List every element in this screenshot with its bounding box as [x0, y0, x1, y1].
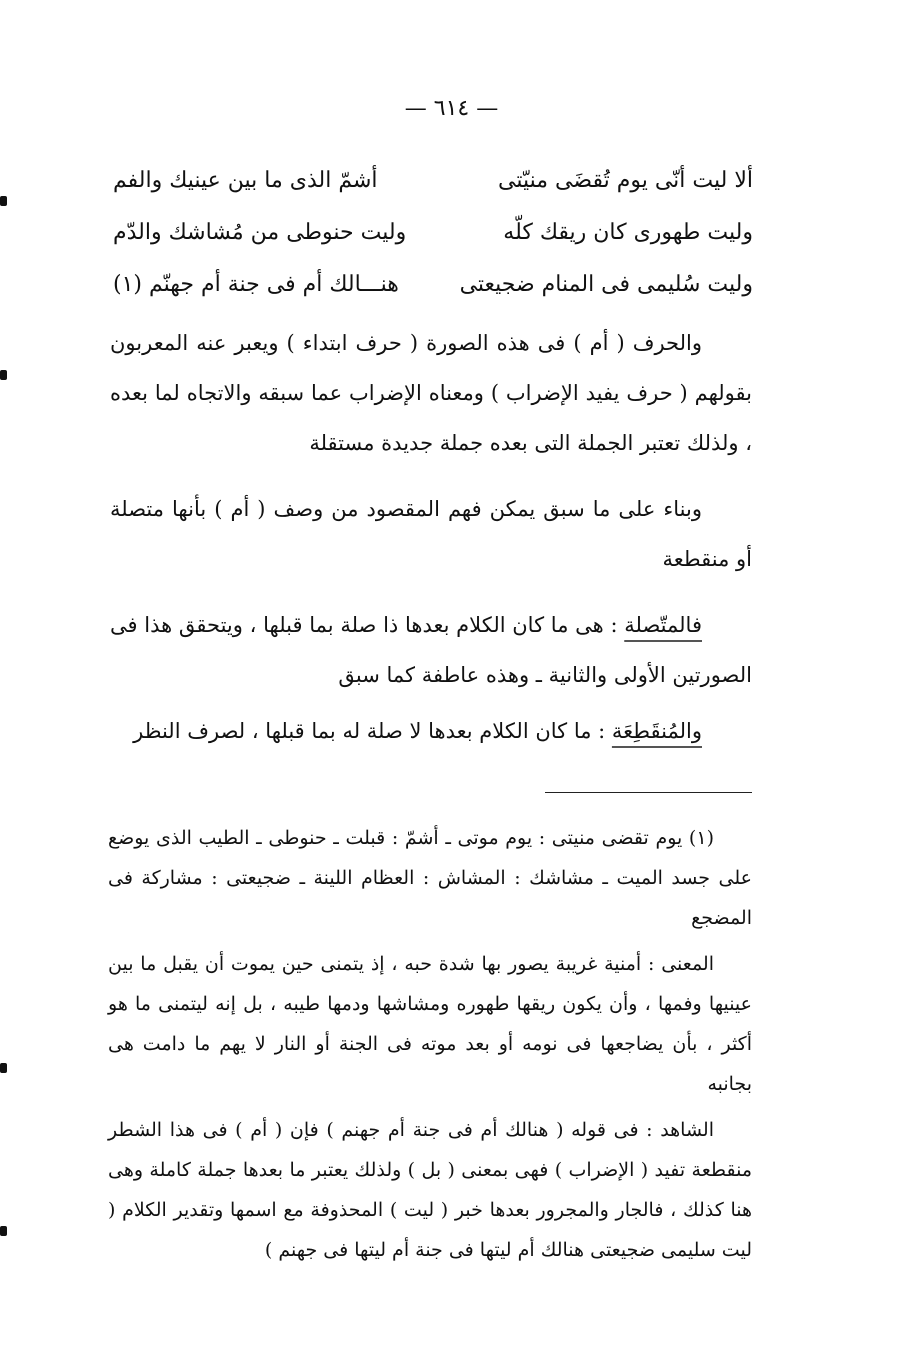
margin-mark: [0, 370, 7, 380]
margin-mark: [0, 1063, 7, 1073]
verse-second-hemistich: هنـــالك أم فى جنة أم جهنّم (١): [113, 272, 399, 297]
footnote-paragraph: الشاهد : فى قوله ( هنالك أم فى جنة أم جهنم ) فإن ( أم ) فى هذا الشطر منقطعة تفيد ( الإضراب ) فهى بمعنى ( بل ) ولذلك يعتبر ما بعدها جملة كاملة وهى هنا كذلك ، فالجار والمجرور بعدها خبر ( ليت ) المحذوفة مع اسمها وتقدير الكلام ( ليت سليمى ضجيعتى هنالك أم ليتها فى جنة أم ليتها فى جهنم ): [108, 1119, 752, 1261]
verse-first-hemistich: وليت سُليمى فى المنام ضجيعتى: [459, 272, 753, 297]
body-paragraph: والحرف ( أم ) فى هذه الصورة ( حرف ابتداء ) ويعبر عنه المعربون بقولهم ( حرف يفيد الإضراب ) ومعناه الإضراب عما سبقه والاتجاه لما بعده ، ولذلك تعتبر الجملة التى بعده جملة جديدة مستقلة: [110, 331, 752, 455]
footnotes: [108, 818, 752, 1270]
definition-term: فالمتّصلة: [624, 613, 702, 637]
verse-first-hemistich: وليت طهورى كان ريقك كلّه: [503, 220, 753, 245]
verse-line: [113, 260, 753, 310]
footnote-paragraph: المعنى : أمنية غريبة يصور بها شدة حبه ، إذ يتمنى حين يموت أن يقبل ما بين عينيها وفمها ، وأن يكون ريقها طهوره ومشاشها ودمها طيبه ، بل إنه ليتمنى ما هو أكثر ، بأن يضاجعها فى نومه أو بعد موته فى الجنة أو النار لا يهم ما دامت هى بجانبه: [108, 953, 752, 1095]
margin-mark: [0, 196, 7, 206]
verse-second-hemistich: وليت حنوطى من مُشاشك والدّم: [113, 220, 407, 245]
definition-text: : هى ما كان الكلام بعدها ذا صلة بما قبلها ، ويتحقق هذا فى الصورتين الأولى والثانية ـ وهذه عاطفة كما سبق: [110, 613, 752, 687]
verse-first-hemistich: ألا ليت أنّى يوم تُقضَى منيّتى: [498, 168, 753, 193]
footnote-paragraph: (١) يوم تقضى منيتى : يوم موتى ـ أشمّ : قبلت ـ حنوطى ـ الطيب الذى يوضع على جسد الميت ـ مشاشك : المشاش : العظام اللينة ـ ضجيعتى : مشاركة فى المضجع: [108, 827, 752, 929]
body-text: [110, 318, 752, 756]
body-paragraph: وبناء على ما سبق يمكن فهم المقصود من وصف ( أم ) بأنها متصلة أو منقطعة: [110, 497, 752, 571]
verse-line: [113, 208, 753, 258]
margin-mark: [0, 1226, 7, 1236]
definition-paragraph: [110, 706, 752, 756]
page-number: — ٦١٤ —: [404, 96, 499, 121]
verse-line: [113, 156, 753, 206]
footnote-divider: [545, 792, 752, 793]
definition-text: : ما كان الكلام بعدها لا صلة له بما قبلها ، لصرف النظر: [133, 719, 612, 743]
definition-term: والمُنقَطِعَة: [611, 719, 702, 743]
definition-paragraph: [110, 600, 752, 700]
verse-second-hemistich: أشمّ الذى ما بين عينيك والفم: [113, 168, 378, 193]
